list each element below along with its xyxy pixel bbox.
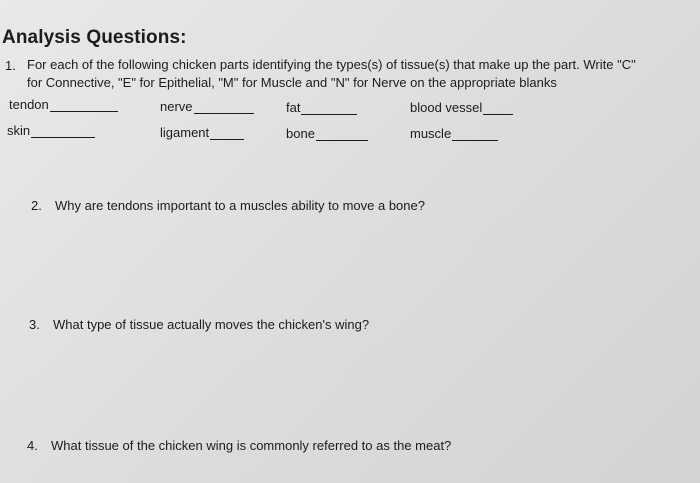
- question-4-number: 4.: [27, 438, 38, 453]
- answer-line: [452, 128, 498, 141]
- question-3: [29, 317, 369, 332]
- answer-line: [194, 101, 254, 114]
- question-2: [31, 198, 425, 213]
- blank-ligament[interactable]: [160, 125, 244, 140]
- part-label: tendon: [9, 97, 49, 112]
- question-1-number: 1.: [5, 58, 16, 73]
- blank-nerve[interactable]: [160, 99, 254, 114]
- part-label: fat: [286, 100, 301, 115]
- answer-line: [483, 102, 513, 115]
- question-4-text: What tissue of the chicken wing is commonly referred to as the meat?: [51, 438, 452, 453]
- part-label: bone: [286, 126, 315, 141]
- blank-fat[interactable]: [286, 100, 357, 115]
- question-2-text: Why are tendons important to a muscles ability to move a bone?: [55, 198, 425, 213]
- section-title: Analysis Questions:: [2, 27, 187, 48]
- question-1-text-line1: For each of the following chicken parts identifying the types(s) of tissue(s) that make up the part. Write "C": [27, 57, 636, 72]
- question-2-number: 2.: [31, 198, 42, 213]
- answer-line: [316, 128, 368, 141]
- answer-line: [301, 102, 357, 115]
- question-1-text-line2: for Connective, "E" for Epithelial, "M" for Muscle and "N" for Nerve on the appropriate blanks: [27, 75, 557, 90]
- answer-line: [31, 125, 95, 138]
- part-label: ligament: [160, 125, 210, 140]
- question-4: [27, 438, 451, 453]
- answer-line: [210, 127, 244, 140]
- answer-line: [50, 99, 118, 112]
- question-3-number: 3.: [29, 317, 40, 332]
- blank-blood-vessel[interactable]: [410, 100, 513, 115]
- blank-skin[interactable]: [7, 123, 95, 138]
- part-label: blood vessel: [410, 100, 483, 115]
- part-label: nerve: [160, 99, 193, 114]
- blank-muscle[interactable]: [410, 126, 498, 141]
- blank-tendon[interactable]: [9, 97, 118, 112]
- blank-bone[interactable]: [286, 126, 368, 141]
- part-label: skin: [7, 123, 31, 138]
- question-3-text: What type of tissue actually moves the chicken's wing?: [53, 317, 370, 332]
- part-label: muscle: [410, 126, 452, 141]
